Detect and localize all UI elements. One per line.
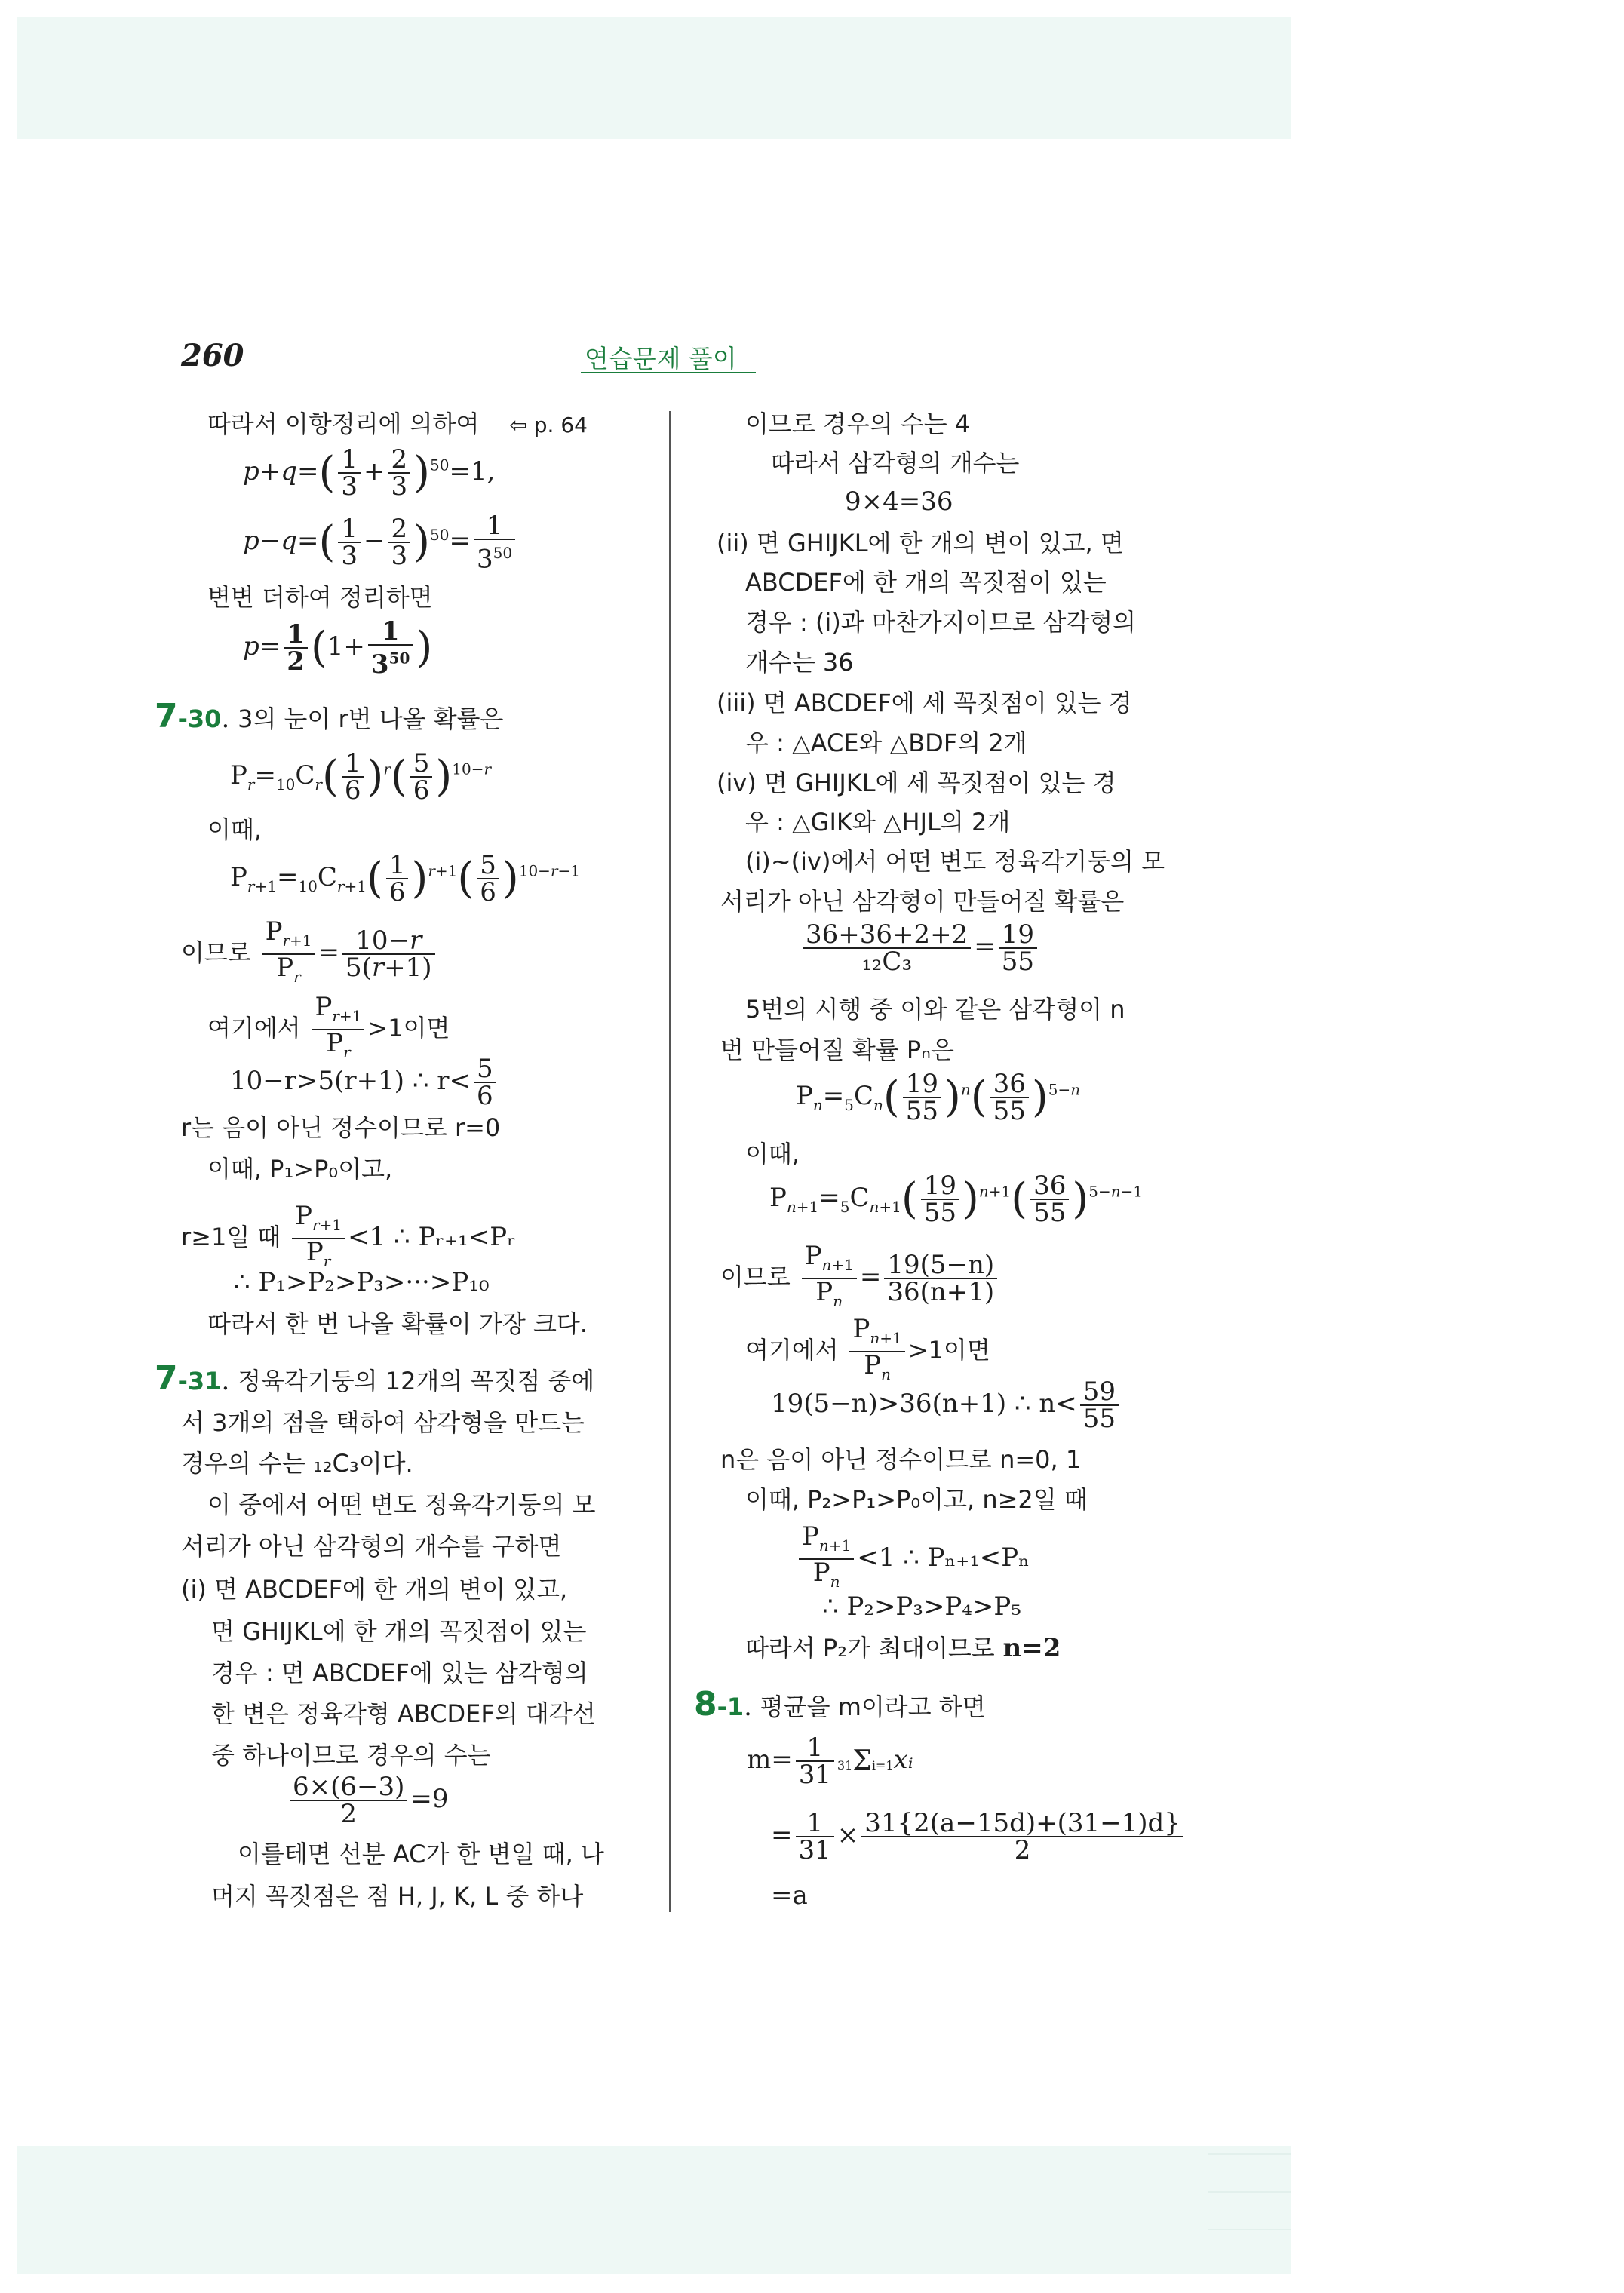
formula-mean-2: = $\frac{1}{31}$ × $\frac{31\{2(a-15d)+(31-1)d\}}{2}$ xyxy=(771,1810,1187,1863)
case-1-line-7: 머지 꼭짓점은 점 H, J, K, L 중 하나 xyxy=(211,1882,584,1911)
left-r-inequality: 10−r>5(r+1) ∴ r< $\frac{5}{6}$ xyxy=(230,1056,499,1109)
case-2-line-3: 경우 : (i)과 마찬가지이므로 삼각형의 xyxy=(745,608,1137,637)
page-header: 연습문제 풀이 xyxy=(585,344,737,373)
right-summary-1: (i)~(iv)에서 어떤 변도 정육각기둥의 모 xyxy=(745,847,1165,876)
right-line-3: 9×4=36 xyxy=(845,487,953,517)
formula-mean-1: m= $\frac{1}{31}$ 31Σi=1xᵢ xyxy=(747,1733,913,1790)
case-4-line-2: 우 : △GIK와 △HJL의 2개 xyxy=(745,808,1011,836)
p731-line-3: 경우의 수는 ₁₂C₃이다. xyxy=(181,1449,413,1478)
left-r-nonneg: r는 음이 아닌 정수이므로 r=0 xyxy=(181,1113,501,1142)
right-ittae: 이때, xyxy=(745,1140,800,1168)
formula-mean-3: =a xyxy=(771,1880,808,1911)
formula-pn-ratio: 이므로 $\frac{P_{n+1}}{P_n}$ = $\frac{19(5-n)}{36(n+1)}$ xyxy=(720,1243,1000,1314)
p731-line-2: 서 3개의 점을 택하여 삼각형을 만드는 xyxy=(181,1408,585,1437)
formula-pn-plus-1: $P_{n+1}=_5C_{n+1}$( $\frac{19}{55}$ )$^{n+1}$( $\frac{36}{55}$ )$^{5-n-1}$ xyxy=(769,1171,1144,1228)
binomial-intro: 따라서 이항정리에 의하여 ⇦ p. 64 xyxy=(207,410,588,438)
case-3-line-1: (iii) 면 ABCDEF에 세 꼭짓점이 있는 경 xyxy=(717,689,1132,717)
column-divider xyxy=(669,411,671,1912)
header-underline xyxy=(581,372,756,373)
top-color-band xyxy=(17,17,1291,139)
add-sides-text: 변변 더하여 정리하면 xyxy=(207,583,433,612)
right-n-inequality: 19(5−n)>36(n+1) ∴ n< $\frac{59}{55}$ xyxy=(771,1379,1122,1432)
left-ittae-1: 이때, xyxy=(207,815,262,844)
case-1-line-2: 면 GHIJKL에 한 개의 꼭짓점이 있는 xyxy=(211,1617,587,1646)
right-conclusion: 따라서 P₂가 최대이므로 n=2 xyxy=(745,1633,1061,1663)
right-line-1: 이므로 경우의 수는 4 xyxy=(745,410,971,438)
right-chain: ∴ P₂>P₃>P₄>P₅ xyxy=(822,1592,1021,1622)
right-line-2: 따라서 삼각형의 개수는 xyxy=(771,449,1020,477)
p731-line-4: 이 중에서 어떤 변도 정육각기둥의 모 xyxy=(207,1490,596,1519)
left-p1-p0: 이때, P₁>P₀이고, xyxy=(207,1155,393,1183)
formula-pn: $P_n=_5C_n$( $\frac{19}{55}$ )$^n$( $\frac{36}{55}$ )$^{5-n}$ xyxy=(796,1069,1081,1126)
case-1-line-1: (i) 면 ABCDEF에 한 개의 변이 있고, xyxy=(181,1575,568,1604)
right-trial-1: 5번의 시행 중 이와 같은 삼각형이 n xyxy=(745,995,1125,1024)
formula-p-minus-q: p−q=( $\frac{1}{3}$ − $\frac{2}{3}$ )$^{50}$= $\frac{1}{3^{50}}$ xyxy=(243,513,518,572)
case-1-line-3: 경우 : 면 ABCDEF에 있는 삼각형의 xyxy=(211,1659,588,1687)
case-1-line-4: 한 변은 정육각형 ABCDEF의 대각선 xyxy=(211,1699,596,1728)
right-n-nonneg: n은 음이 아닌 정수이므로 n=0, 1 xyxy=(720,1445,1082,1474)
case-2-line-2: ABCDEF에 한 개의 꼭짓점이 있는 xyxy=(745,568,1107,597)
right-ratio-condition: 여기에서 $\frac{P_{n+1}}{P_n}$ >1이면 xyxy=(745,1314,990,1383)
right-p2: 이때, P₂>P₁>P₀이고, n≥2일 때 xyxy=(745,1485,1088,1514)
problem-7-31-heading: 7-31. 정육각기둥의 12개의 꼭짓점 중에 xyxy=(155,1359,595,1398)
problem-8-1-heading: 8-1. 평균을 m이라고 하면 xyxy=(694,1685,986,1724)
problem-7-30-heading: 7-30. 3의 눈이 r번 나올 확률은 xyxy=(155,697,504,735)
right-probability: $\frac{36+36+2+2}{\text{₁₂C₃}}$ = $\frac{19}{55}$ xyxy=(800,922,1040,975)
case-3-line-2: 우 : △ACE와 △BDF의 2개 xyxy=(745,729,1027,757)
formula-pr-plus-1: $P_{r+1}=_{10}C_{r+1}$( $\frac{1}{6}$ )$^{r+1}$( $\frac{5}{6}$ )$^{10-r-1}$ xyxy=(230,850,580,907)
formula-pr: $P_r=_{10}C_r$( $\frac{1}{6}$ )$^r$( $\frac{5}{6}$ )$^{10-r}$ xyxy=(230,748,492,806)
page-number: 260 xyxy=(181,338,244,373)
left-conclusion: 따라서 한 번 나올 확률이 가장 크다. xyxy=(207,1309,588,1338)
formula-p-plus-q: p+q=( $\frac{1}{3}$ + $\frac{2}{3}$ )$^{50}$=1, xyxy=(243,444,496,502)
case-4-line-1: (iv) 면 GHIJKL에 세 꼭짓점이 있는 경 xyxy=(717,769,1116,797)
bottom-color-band xyxy=(17,2146,1291,2274)
formula-p-result: p= $\frac{1}{2}$ (1+ $\frac{1}{3^{50}}$ ) xyxy=(243,616,433,680)
right-trial-2: 번 만들어질 확률 Pₙ은 xyxy=(720,1036,954,1064)
right-summary-2: 서리가 아닌 삼각형이 만들어질 확률은 xyxy=(720,887,1125,916)
case-1-fraction: $\frac{6\times(6-3)}{2}$ =9 xyxy=(287,1774,449,1827)
p731-line-5: 서리가 아닌 삼각형의 개수를 구하면 xyxy=(181,1532,562,1561)
case-1-line-5: 중 하나이므로 경우의 수는 xyxy=(211,1741,491,1770)
left-ratio-condition: 여기에서 $\frac{P_{r+1}}{P_r}$ >1이면 xyxy=(207,992,450,1061)
formula-pr-ratio: 이므로 $\frac{P_{r+1}}{P_r}$ = $\frac{10-r}{5(r+1)}$ xyxy=(181,919,438,990)
left-chain: ∴ P₁>P₂>P₃>···>P₁₀ xyxy=(234,1267,490,1297)
case-2-line-4: 개수는 36 xyxy=(745,648,854,677)
case-1-line-6: 이를테면 선분 AC가 한 변일 때, 나 xyxy=(238,1840,604,1868)
right-lt-1: $\frac{P_{n+1}}{P_n}$ <1 ∴ Pₙ₊₁<Pₙ xyxy=(796,1524,1030,1595)
case-2-line-1: (ii) 면 GHIJKL에 한 개의 변이 있고, 면 xyxy=(717,529,1124,557)
left-r-ge-1: r≥1일 때 $\frac{P_{r+1}}{P_r}$ <1 ∴ Pᵣ₊₁<Pᵣ xyxy=(181,1201,516,1270)
